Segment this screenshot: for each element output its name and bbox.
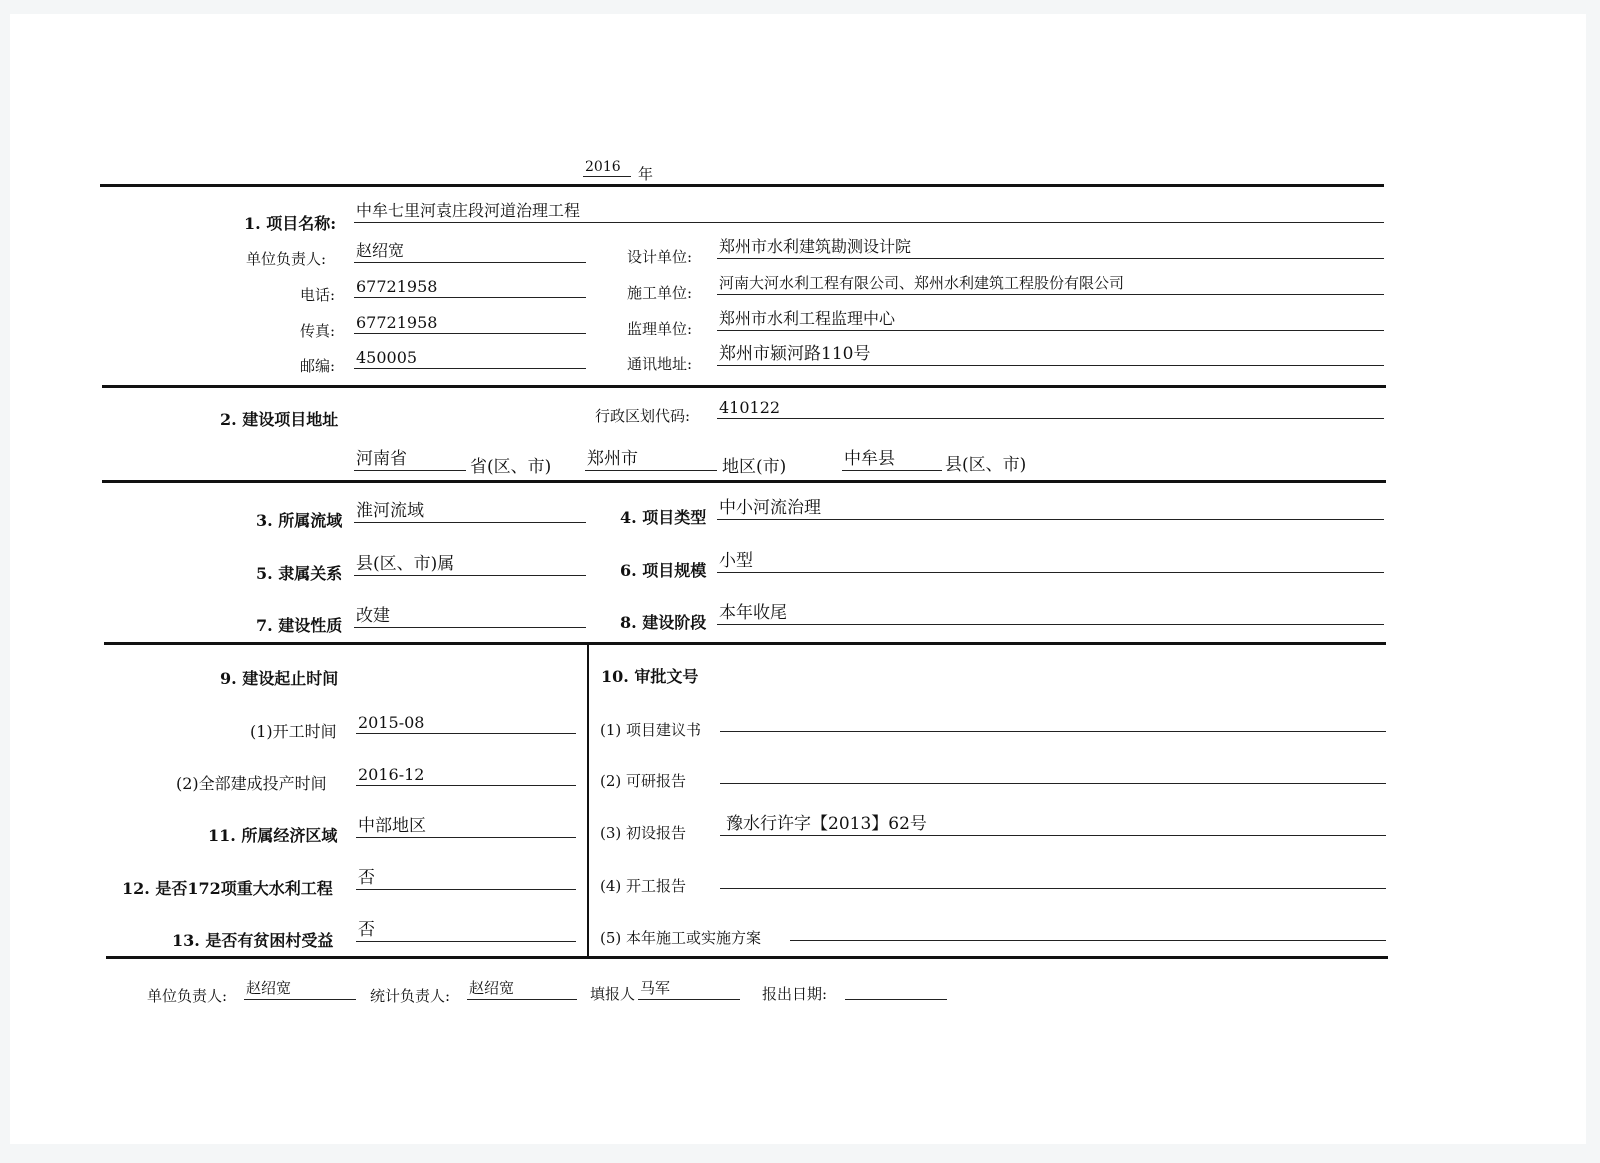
admin-code-label: 行政区划代码: <box>595 407 691 425</box>
fax-value: 67721958 <box>356 313 438 332</box>
bottom-rule <box>106 956 1388 959</box>
start-value: 2015-08 <box>358 713 425 732</box>
type-value: 中小河流治理 <box>719 498 821 518</box>
nature-field <box>354 607 586 628</box>
design-unit-field <box>717 238 1384 259</box>
supervision-unit-value: 郑州市水利工程监理中心 <box>719 309 896 328</box>
city-suffix: 地区(市) <box>722 457 787 477</box>
address-field <box>717 345 1384 366</box>
item2-label: (2) 可研报告 <box>600 772 687 790</box>
construction-unit-label: 施工单位: <box>627 284 693 302</box>
major-field <box>356 869 576 890</box>
item2-field <box>720 763 1386 784</box>
scale-field <box>717 552 1384 573</box>
item3-label: (3) 初设报告 <box>600 824 687 842</box>
affiliation-field <box>354 555 586 576</box>
affiliation-value: 县(区、市)属 <box>356 554 455 574</box>
approval-label: 10. 审批文号 <box>601 667 699 686</box>
start-field <box>356 713 576 734</box>
construction-unit-field <box>717 274 1384 295</box>
address-value: 郑州市颍河路110号 <box>719 344 871 364</box>
finish-label: (2)全部建成投产时间 <box>176 774 327 793</box>
footer-unit-head-field <box>244 980 356 1000</box>
footer-unit-head-value: 赵绍宽 <box>246 979 292 997</box>
admin-code-value: 410122 <box>719 398 781 417</box>
supervision-unit-label: 监理单位: <box>627 320 693 338</box>
scale-label: 6. 项目规模 <box>620 561 707 580</box>
footer-filler-field <box>638 980 740 1000</box>
poverty-label: 13. 是否有贫困村受益 <box>172 931 334 950</box>
footer-filler-label: 填报人 <box>590 985 636 1003</box>
fax-label: 传真: <box>300 322 336 340</box>
footer-date-label: 报出日期: <box>762 985 828 1003</box>
basin-value: 淮河流域 <box>356 501 424 521</box>
construction-unit-value: 河南大河水利工程有限公司、郑州水利建筑工程股份有限公司 <box>719 274 1125 292</box>
poverty-field <box>356 921 576 942</box>
stage-field <box>717 604 1384 625</box>
county-field <box>842 450 942 471</box>
footer-stat-head-value: 赵绍宽 <box>469 979 515 997</box>
year-field <box>583 158 631 177</box>
site-address-label: 2. 建设项目地址 <box>220 410 339 429</box>
major-value: 否 <box>358 868 375 888</box>
section2-rule <box>102 480 1386 483</box>
scale-value: 小型 <box>719 551 753 571</box>
province-field <box>354 450 466 471</box>
finish-field <box>356 765 576 786</box>
item3-field <box>720 815 1386 836</box>
item3-value: 豫水行许字【2013】62号 <box>726 814 927 834</box>
phone-field <box>354 277 586 298</box>
footer-stat-head-field <box>467 980 577 1000</box>
item4-field <box>720 868 1386 889</box>
basin-field <box>354 502 586 523</box>
year-value: 2016 <box>585 159 621 175</box>
major-label: 12. 是否172项重大水利工程 <box>122 879 333 898</box>
footer-stat-head-label: 统计负责人: <box>370 987 451 1005</box>
footer-filler-value: 马军 <box>640 979 671 997</box>
address-label: 通讯地址: <box>627 355 693 373</box>
footer-date-field <box>845 980 947 1000</box>
econ-region-field <box>356 817 576 838</box>
section3-rule <box>104 642 1386 645</box>
column-divider <box>587 644 589 958</box>
type-label: 4. 项目类型 <box>620 508 707 527</box>
design-unit-value: 郑州市水利建筑勘测设计院 <box>719 237 912 256</box>
city-field <box>585 450 717 471</box>
province-suffix: 省(区、市) <box>470 457 552 477</box>
item5-label: (5) 本年施工或实施方案 <box>600 929 762 947</box>
project-name-value: 中牟七里河袁庄段河道治理工程 <box>356 201 581 220</box>
footer-unit-head-label: 单位负责人: <box>147 987 228 1005</box>
item5-field <box>790 920 1386 941</box>
postcode-value: 450005 <box>356 348 418 367</box>
poverty-value: 否 <box>358 920 375 940</box>
design-unit-label: 设计单位: <box>627 248 693 266</box>
phone-value: 67721958 <box>356 277 438 296</box>
start-label: (1)开工时间 <box>250 722 337 741</box>
econ-region-value: 中部地区 <box>358 816 426 836</box>
county-value: 中牟县 <box>844 449 895 469</box>
supervision-unit-field <box>717 310 1384 331</box>
admin-code-field <box>717 398 1384 419</box>
item4-label: (4) 开工报告 <box>600 877 687 895</box>
item1-field <box>720 711 1386 732</box>
postcode-label: 邮编: <box>300 357 336 375</box>
top-rule <box>100 184 1384 187</box>
section1-rule <box>102 385 1386 388</box>
basin-label: 3. 所属流域 <box>256 511 343 530</box>
project-name-field <box>354 202 1384 223</box>
fax-field <box>354 313 586 334</box>
project-name-label: 1. 项目名称: <box>244 214 337 233</box>
province-value: 河南省 <box>356 449 407 469</box>
econ-region-label: 11. 所属经济区域 <box>208 826 338 845</box>
postcode-field <box>354 348 586 369</box>
city-value: 郑州市 <box>587 449 638 469</box>
stage-label: 8. 建设阶段 <box>620 613 707 632</box>
county-suffix: 县(区、市) <box>945 455 1027 475</box>
unit-head-label: 单位负责人: <box>246 250 327 268</box>
unit-head-field <box>354 242 586 263</box>
unit-head-value: 赵绍宽 <box>356 241 405 260</box>
item1-label: (1) 项目建议书 <box>600 721 702 739</box>
period-label: 9. 建设起止时间 <box>220 669 339 688</box>
stage-value: 本年收尾 <box>719 603 787 623</box>
nature-label: 7. 建设性质 <box>256 616 343 635</box>
affiliation-label: 5. 隶属关系 <box>256 564 343 583</box>
finish-value: 2016-12 <box>358 765 425 784</box>
year-suffix: 年 <box>638 165 654 183</box>
nature-value: 改建 <box>356 606 390 626</box>
phone-label: 电话: <box>300 286 336 304</box>
type-field <box>717 499 1384 520</box>
